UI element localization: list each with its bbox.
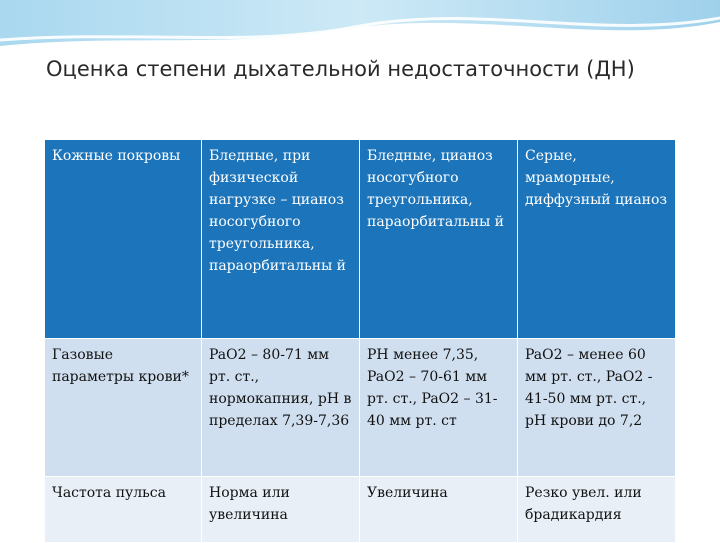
table-cell: PaO2 – 80-71 мм рт. ст., нормокапния, pH в пределах 7,39-7,36 <box>202 339 360 477</box>
table-row <box>45 477 676 543</box>
table-cell: Серые, мраморные, диффузный цианоз <box>518 140 676 339</box>
dn-assessment-table <box>44 139 676 543</box>
table-cell: PaO2 – менее 60 мм рт. ст., PaO2 - 41-50 мм рт. ст., pH крови до 7,2 <box>518 339 676 477</box>
table-cell: PH менее 7,35, PaO2 – 70-61 мм рт. ст., PaO2 – 31-40 мм рт. ст <box>360 339 518 477</box>
row-label-pulse: Частота пульса <box>45 477 202 543</box>
table-cell: Резко увел. или брадикардия <box>518 477 676 543</box>
table-row <box>45 339 676 477</box>
table-cell: Увеличина <box>360 477 518 543</box>
slide-title: Оценка степени дыхательной недостаточности (ДН) <box>46 57 635 81</box>
row-label-blood-gas: Газовые параметры крови* <box>45 339 202 477</box>
table-row <box>45 140 676 339</box>
table-cell: Норма или увеличина <box>202 477 360 543</box>
table-cell: Бледные, при физической нагрузке – цианоз носогубного треугольника, параорбитальны й <box>202 140 360 339</box>
table-cell: Бледные, цианоз носогубного треугольника, параорбитальны й <box>360 140 518 339</box>
row-label-skin: Кожные покровы <box>45 140 202 339</box>
